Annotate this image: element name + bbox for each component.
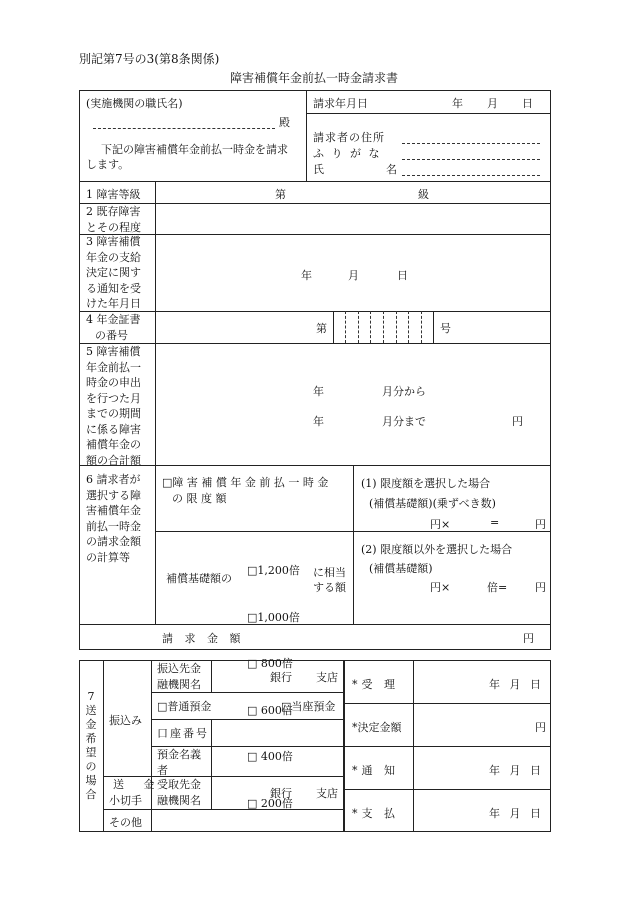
cert-number-boxes[interactable] <box>333 311 434 343</box>
claim-amount-label: 請 求 金 額 <box>162 632 245 645</box>
furigana-field[interactable] <box>402 159 540 160</box>
name-label-first: 氏 <box>313 163 324 176</box>
existing-disability-field[interactable] <box>156 204 550 233</box>
recv-branch-suffix[interactable]: 支店 <box>316 787 338 800</box>
cert-go: 号 <box>440 322 451 335</box>
multiplier-400[interactable]: □ 400倍 <box>247 750 293 763</box>
case1-equals: = <box>490 516 500 529</box>
recv-bank-suffix[interactable]: 銀行 <box>270 787 292 800</box>
case2-title: (2) 限度額以外を選択した場合 <box>361 543 513 556</box>
item4-label: 4 年金証書 の番号 <box>86 313 141 342</box>
case1-subtitle: (補償基礎額)(乗ずべき数) <box>369 497 496 510</box>
decision-year[interactable]: 年 <box>301 269 312 282</box>
notice-label: *通 知 <box>352 764 399 777</box>
bank-suffix[interactable]: 銀行 <box>270 671 292 684</box>
decided-amount-yen[interactable]: 円 <box>535 721 546 734</box>
equivalent-label-2: する額 <box>313 581 346 594</box>
recv-bank-label: 受取先金 融機関名 <box>157 778 201 807</box>
branch-suffix[interactable]: 支店 <box>316 671 338 684</box>
request-date-year[interactable]: 年 <box>452 97 463 110</box>
limit-option-label: の 限 度 額 <box>172 492 227 505</box>
receipt-label: *受 理 <box>352 678 399 691</box>
claim-amount-yen[interactable]: 円 <box>523 632 534 645</box>
period-to-year[interactable]: 年 <box>313 415 324 428</box>
limit-option-checkbox[interactable]: □障 害 補 償 年 金 前 払 一 時 金 <box>162 476 329 489</box>
request-date-label: 請求年月日 <box>313 97 368 110</box>
multiplier-200[interactable]: □ 200倍 <box>247 796 293 810</box>
honorific: 殿 <box>279 116 290 129</box>
address-field[interactable] <box>402 143 540 144</box>
multiplier-1200[interactable]: □1,200倍 <box>247 564 300 577</box>
ordinary-deposit-checkbox[interactable]: □普通預金 <box>157 700 212 713</box>
address-label: 請求者の住所 <box>313 131 385 144</box>
case1-title: (1) 限度額を選択した場合 <box>361 477 491 490</box>
request-date-month[interactable]: 月 <box>487 97 498 110</box>
request-date-day[interactable]: 日 <box>522 97 533 110</box>
period-total-yen[interactable]: 円 <box>512 415 523 428</box>
multiplier-1000[interactable]: □1,000倍 <box>247 610 300 624</box>
multiplier-800[interactable]: □ 800倍 <box>247 657 293 670</box>
bank-label: 振込先金 融機関名 <box>157 662 201 691</box>
remit-section-label: 7 送金希望の場合 <box>85 690 97 801</box>
notice-date[interactable]: 年 月 日 <box>489 764 544 777</box>
item3-label: 3 障害補償 年金の支給 決定に関す る通知を受 けた年月日 <box>86 235 141 310</box>
furigana-label: ふ り が な <box>313 147 382 160</box>
org-label: (実施機関の職氏名) <box>86 97 183 110</box>
period-to-month[interactable]: 月分まで <box>382 415 426 428</box>
decided-amount-label: *決定金額 <box>352 721 402 734</box>
account-number-field[interactable] <box>212 720 343 745</box>
case2-basis-yen[interactable]: 円× <box>430 581 451 594</box>
other-label: その他 <box>109 816 142 829</box>
case1-basis-yen[interactable]: 円× <box>430 518 451 531</box>
receipt-date[interactable]: 年 月 日 <box>489 678 544 691</box>
form-title: 障害補償年金前払一時金請求書 <box>230 71 399 85</box>
statement-line-2: します。 <box>86 158 130 171</box>
org-name-line[interactable] <box>93 128 275 129</box>
case2-times[interactable]: 倍= <box>487 581 508 594</box>
payment-date[interactable]: 年 月 日 <box>489 807 544 820</box>
other-field[interactable] <box>152 810 343 831</box>
statement-line-1: 下記の障害補償年金前払一時金を請求 <box>101 143 288 156</box>
basis-label: 補償基礎額の <box>166 572 232 585</box>
case1-result-yen[interactable]: 円 <box>535 518 546 531</box>
cert-dai: 第 <box>316 322 327 335</box>
decision-day[interactable]: 日 <box>397 269 408 282</box>
item6-label: 6 請求者が 選択する障 害補償年金 前払一時金 の請求金額 の計算等 <box>86 473 141 564</box>
name-field[interactable] <box>402 175 540 176</box>
decision-month[interactable]: 月 <box>348 269 359 282</box>
name-label-last: 名 <box>386 163 397 176</box>
period-from-year[interactable]: 年 <box>313 385 324 398</box>
form-reference: 別記第7号の3(第8条関係) <box>79 52 220 66</box>
grade-kyu: 級 <box>418 188 429 201</box>
multiplier-600[interactable]: □ 600倍 <box>247 703 293 717</box>
period-from-month[interactable]: 月分から <box>382 385 426 398</box>
item2-label: 2 既存障害 とその程度 <box>86 205 141 234</box>
grade-dai: 第 <box>275 188 286 201</box>
account-number-label: 口座番号 <box>157 727 209 740</box>
item1-label: 1 障害等級 <box>86 188 141 201</box>
holder-label: 預金名義 者 <box>157 748 201 777</box>
equivalent-label-1: に相当 <box>313 566 346 579</box>
case2-subtitle: (補償基礎額) <box>369 562 433 575</box>
item5-label: 5 障害補償 年金前払一 時金の申出 を行つた月 までの期間 に係る障害 補償年金の 額の合計額 <box>86 345 141 467</box>
check-label: 送 金 小切手 <box>109 778 163 807</box>
transfer-label: 振込み <box>109 714 142 727</box>
case2-result-yen[interactable]: 円 <box>535 581 546 594</box>
holder-field[interactable] <box>212 747 343 775</box>
current-deposit-checkbox[interactable]: □当座預金 <box>281 700 336 713</box>
payment-label: *支 払 <box>352 807 399 820</box>
